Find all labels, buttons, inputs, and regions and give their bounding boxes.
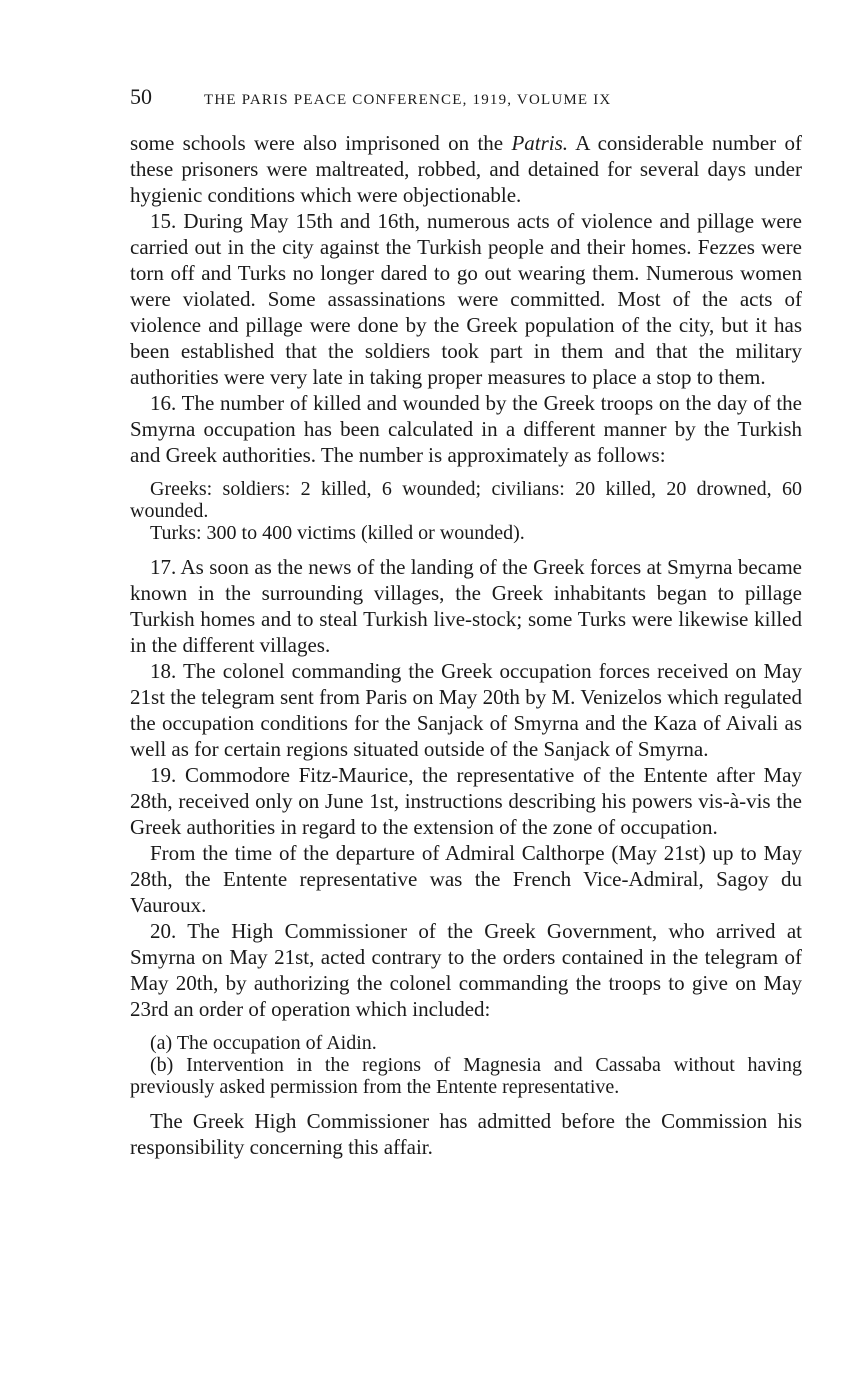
list-text-a: The occupation of Aidin.	[172, 1032, 377, 1054]
paragraph-20: 20. The High Commissioner of the Greek Government, who arrived at Smyrna on May 21st, acted contrary to the orders contained in the telegram of May 20th, by authorizing the colonel commanding the troops to give on May 23rd an order of operation which included:	[130, 919, 802, 1021]
running-header	[130, 84, 802, 114]
continuation-text-b: A considerable number of these prisoners were maltreated, robbed, and detained for several days under hygienic conditions which were objectionable.	[130, 131, 802, 207]
paragraph-19-continued: From the time of the departure of Admiral Calthorpe (May 21st) up to May 28th, the Entente representative was the French Vice-Admiral, Sagoy du Vauroux.	[130, 841, 802, 917]
list-item-a	[130, 1032, 802, 1054]
list-marker-a: (a)	[150, 1032, 173, 1054]
casualties-turks: Turks: 300 to 400 victims (killed or wounded).	[150, 522, 525, 544]
body-text	[130, 130, 802, 1160]
paragraph-16: 16. The number of killed and wounded by the Greek troops on the day of the Smyrna occupation has been calculated in a different manner by the Turkish and Greek authorities. The number is approximately as follows:	[130, 391, 802, 467]
paragraph-17: 17. As soon as the news of the landing of the Greek forces at Smyrna became known in the surrounding villages, the Greek inhabitants began to pillage Turkish homes and to steal Turkish live-stock; some Turks were likewise killed in the different villages.	[130, 555, 802, 657]
list-text-b: Intervention in the regions of Magnesia and Cassaba without having previously asked permission from the Entente representative.	[130, 1054, 802, 1098]
paragraph-15: 15. During May 15th and 16th, numerous acts of violence and pillage were carried out in the city against the Turkish people and their homes. Fezzes were torn off and Turks no longer dared to go out wearing them. Numerous women were violated. Some assassinations were committed. Most of the acts of violence and pillage were done by the Greek population of the city, but it has been established that the soldiers took part in them and that the military authorities were very late in taking proper measures to place a stop to them.	[130, 209, 802, 389]
list-item-b	[130, 1054, 802, 1098]
closing-paragraph: The Greek High Commissioner has admitted before the Commission his responsibility concerning this affair.	[130, 1109, 802, 1159]
casualty-figures	[130, 478, 802, 544]
document-page	[130, 84, 802, 1160]
paragraph-continuation	[130, 130, 802, 208]
operation-order-list	[130, 1032, 802, 1098]
running-title: THE PARIS PEACE CONFERENCE, 1919, VOLUME IX	[204, 92, 612, 108]
list-marker-b: (b)	[150, 1054, 174, 1076]
casualties-greeks: Greeks: soldiers: 2 killed, 6 wounded; civilians: 20 killed, 20 drowned, 60 wounded.	[130, 478, 802, 522]
ship-name-italic: Patris.	[511, 131, 569, 155]
page-number: 50	[130, 84, 152, 109]
paragraph-18: 18. The colonel commanding the Greek occupation forces received on May 21st the telegram sent from Paris on May 20th by M. Venizelos which regulated the occupation conditions for the Sanjack of Smyrna and the Kaza of Aivali as well as for certain regions situated outside of the Sanjack of Smyrna.	[130, 659, 802, 761]
continuation-text-a: some schools were also imprisoned on the	[130, 131, 512, 155]
paragraph-19: 19. Commodore Fitz-Maurice, the representative of the Entente after May 28th, received only on June 1st, instructions describing his powers vis-à-vis the Greek authorities in regard to the extension of the zone of occupation.	[130, 763, 802, 839]
